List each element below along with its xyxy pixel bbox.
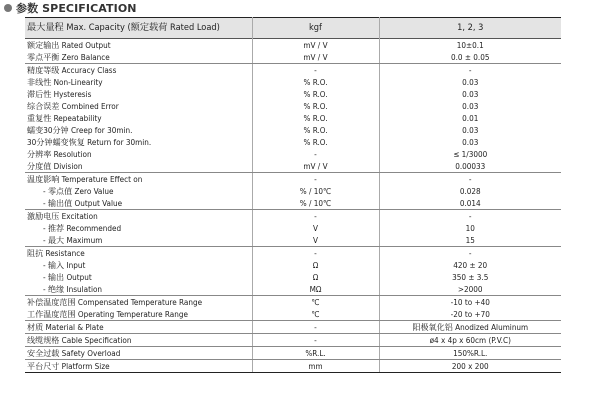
spec-table — [25, 17, 561, 373]
param-cell: 精度等级 Accuracy Class — [25, 64, 252, 77]
param-cell: 材质 Material & Plate — [25, 321, 252, 334]
value-cell: 0.03 — [462, 101, 479, 111]
table-row — [25, 148, 561, 160]
bullet-icon — [4, 4, 12, 12]
value-cell: 0.03 — [462, 77, 479, 87]
table-row — [25, 39, 561, 52]
unit-cell: - — [252, 334, 379, 347]
value-cell: 200 x 200 — [379, 360, 561, 373]
table-row — [25, 88, 561, 100]
table-row — [25, 347, 561, 360]
table-row — [25, 100, 561, 112]
value-cell: 350 ± 3.5 — [452, 272, 489, 282]
value-cell: - — [468, 174, 472, 184]
unit-cell: % R.O. — [252, 112, 379, 124]
param-cell: 激励电压 Excitation — [25, 210, 252, 223]
table-row — [25, 360, 561, 373]
param-cell: 综合误差 Combined Error — [25, 100, 252, 112]
table-row — [25, 271, 561, 283]
unit-cell: V — [252, 234, 379, 247]
header-models: 1, 2, 3 — [379, 18, 561, 39]
table-row — [25, 51, 561, 64]
value-cell: 420 ± 20 — [453, 260, 488, 270]
table-row — [25, 321, 561, 334]
header-unit: kgf — [252, 18, 379, 39]
value-cell: - — [468, 65, 472, 75]
param-cell: 补偿温度范围 Compensated Temperature Range — [25, 296, 252, 309]
param-cell: 阻抗 Resistance — [25, 247, 252, 260]
unit-cell: - — [252, 247, 379, 260]
value-cell: ø4 x 4p x 60cm (P.V.C) — [379, 334, 561, 347]
unit-cell: - — [252, 148, 379, 160]
unit-cell: - — [252, 64, 379, 77]
param-cell: - 输入 Input — [25, 259, 252, 271]
spec-heading — [4, 1, 137, 15]
unit-cell: Ω — [252, 271, 379, 283]
table-row — [25, 173, 561, 186]
value-cell: 0.03 — [462, 125, 479, 135]
unit-cell: ℃ — [252, 296, 379, 309]
param-cell: 额定输出 Rated Output — [25, 39, 252, 52]
table-row — [25, 222, 561, 234]
table-row — [25, 334, 561, 347]
value-cell: 150%R.L. — [379, 347, 561, 360]
param-cell: - 输出值 Output Value — [25, 197, 252, 210]
value-cell: 0.028 — [459, 186, 481, 196]
value-cell: ≤ 1/3000 — [453, 149, 488, 159]
unit-cell: ℃ — [252, 308, 379, 321]
table-row — [25, 247, 561, 260]
unit-cell: % R.O. — [252, 100, 379, 112]
value-cell: 0.03 — [462, 137, 479, 147]
value-cell: 阳极氧化铝 Anodized Aluminum — [379, 321, 561, 334]
unit-cell: Ω — [252, 259, 379, 271]
value-cell: 0.00033 — [379, 160, 561, 173]
unit-cell: % / 10℃ — [252, 185, 379, 197]
table-row — [25, 197, 561, 210]
unit-cell: mm — [252, 360, 379, 373]
param-cell: 安全过载 Safety Overload — [25, 347, 252, 360]
table-row — [25, 308, 561, 321]
unit-cell: MΩ — [252, 283, 379, 296]
param-cell: 平台尺寸 Platform Size — [25, 360, 252, 373]
unit-cell: % / 10℃ — [252, 197, 379, 210]
value-cell: 10 — [465, 223, 475, 233]
value-cell: - — [468, 248, 472, 258]
table-row — [25, 283, 561, 296]
table-row — [25, 234, 561, 247]
value-cell: 15 — [379, 234, 561, 247]
param-cell: - 输出 Output — [25, 271, 252, 283]
unit-cell: % R.O. — [252, 136, 379, 148]
table-row — [25, 160, 561, 173]
param-cell: 滞后性 Hysteresis — [25, 88, 252, 100]
spec-heading-text: 参数 SPECIFICATION — [16, 2, 137, 15]
param-cell: 非线性 Non-Linearity — [25, 76, 252, 88]
table-row — [25, 76, 561, 88]
value-cell: 10±0.1 — [456, 40, 484, 50]
param-cell: - 最大 Maximum — [25, 234, 252, 247]
value-cell: -20 to +70 — [379, 308, 561, 321]
param-cell: - 零点值 Zero Value — [25, 185, 252, 197]
param-cell: 分辨率 Resolution — [25, 148, 252, 160]
unit-cell: mV / V — [252, 160, 379, 173]
value-cell: -10 to +40 — [450, 297, 490, 307]
param-cell: 零点平衡 Zero Balance — [25, 51, 252, 64]
table-row — [25, 259, 561, 271]
unit-cell: V — [252, 222, 379, 234]
value-cell: 0.01 — [462, 113, 479, 123]
param-cell: 温度影响 Temperature Effect on — [25, 173, 252, 186]
value-cell: 0.03 — [462, 89, 479, 99]
param-cell: 蠕变30分钟 Creep for 30min. — [25, 124, 252, 136]
spec-table-body — [25, 39, 561, 373]
unit-cell: % R.O. — [252, 88, 379, 100]
table-row — [25, 296, 561, 309]
value-cell: 0.0 ± 0.05 — [379, 51, 561, 64]
table-row — [25, 64, 561, 77]
param-cell: 分度值 Division — [25, 160, 252, 173]
table-row — [25, 210, 561, 223]
param-cell: 工作温度范围 Operating Temperature Range — [25, 308, 252, 321]
value-cell: 0.014 — [379, 197, 561, 210]
table-row — [25, 124, 561, 136]
unit-cell: %R.L. — [252, 347, 379, 360]
value-cell: - — [468, 211, 472, 221]
unit-cell: mV / V — [252, 39, 379, 52]
table-row — [25, 112, 561, 124]
table-row — [25, 185, 561, 197]
param-cell: - 绝缘 Insulation — [25, 283, 252, 296]
table-header-row — [25, 18, 561, 39]
value-cell: >2000 — [379, 283, 561, 296]
unit-cell: - — [252, 210, 379, 223]
param-cell: 重复性 Repeatability — [25, 112, 252, 124]
unit-cell: - — [252, 173, 379, 186]
param-cell: 30分钟蠕变恢复 Return for 30min. — [25, 136, 252, 148]
table-row — [25, 136, 561, 148]
unit-cell: - — [252, 321, 379, 334]
unit-cell: % R.O. — [252, 124, 379, 136]
unit-cell: mV / V — [252, 51, 379, 64]
unit-cell: % R.O. — [252, 76, 379, 88]
header-capacity: 最大量程 Max. Capacity (额定载荷 Rated Load) — [25, 18, 252, 39]
param-cell: 线缆规格 Cable Specification — [25, 334, 252, 347]
param-cell: - 推荐 Recommended — [25, 222, 252, 234]
